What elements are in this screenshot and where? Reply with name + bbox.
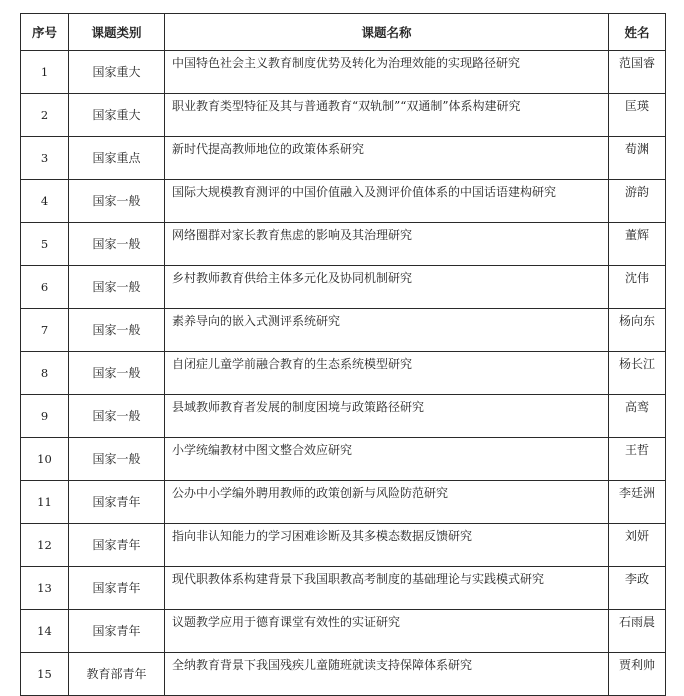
row-category-cell: 国家一般 xyxy=(69,352,165,395)
project-list xyxy=(20,13,665,696)
table-row xyxy=(21,395,666,438)
table-row xyxy=(21,94,666,137)
row-name-cell: 杨向东 xyxy=(609,309,666,352)
row-title-cell: 现代职教体系构建背景下我国职教高考制度的基础理论与实践模式研究 xyxy=(165,567,609,610)
row-title-cell: 新时代提高教师地位的政策体系研究 xyxy=(165,137,609,180)
row-name-cell: 王哲 xyxy=(609,438,666,481)
row-title-cell: 国际大规模教育测评的中国价值融入及测评价值体系的中国话语建构研究 xyxy=(165,180,609,223)
row-category-cell: 国家一般 xyxy=(69,223,165,266)
table-row xyxy=(21,309,666,352)
row-name-cell: 游韵 xyxy=(609,180,666,223)
row-category-cell: 国家一般 xyxy=(69,395,165,438)
row-index-cell: 13 xyxy=(21,567,69,610)
row-category-cell: 国家青年 xyxy=(69,567,165,610)
row-index-cell: 1 xyxy=(21,51,69,94)
table-row xyxy=(21,524,666,567)
table-row xyxy=(21,137,666,180)
row-index-cell: 6 xyxy=(21,266,69,309)
row-name-cell: 贾利帅 xyxy=(609,653,666,696)
row-name-cell: 董辉 xyxy=(609,223,666,266)
row-index-cell: 8 xyxy=(21,352,69,395)
row-title-cell: 全纳教育背景下我国残疾儿童随班就读支持保障体系研究 xyxy=(165,653,609,696)
row-name-cell: 石雨晨 xyxy=(609,610,666,653)
row-name-cell: 李廷洲 xyxy=(609,481,666,524)
row-name-cell: 范国睿 xyxy=(609,51,666,94)
row-index-cell: 7 xyxy=(21,309,69,352)
row-title-cell: 乡村教师教育供给主体多元化及协同机制研究 xyxy=(165,266,609,309)
row-title-cell: 中国特色社会主义教育制度优势及转化为治理效能的实现路径研究 xyxy=(165,51,609,94)
row-index-cell: 10 xyxy=(21,438,69,481)
row-category-cell: 国家一般 xyxy=(69,266,165,309)
row-index-cell: 15 xyxy=(21,653,69,696)
row-name-cell: 沈伟 xyxy=(609,266,666,309)
row-title-cell: 素养导向的嵌入式测评系统研究 xyxy=(165,309,609,352)
table-row xyxy=(21,352,666,395)
header-category: 课题类别 xyxy=(69,14,165,51)
row-index-cell: 9 xyxy=(21,395,69,438)
row-name-cell: 李政 xyxy=(609,567,666,610)
header-name: 姓名 xyxy=(609,14,666,51)
row-index-cell: 3 xyxy=(21,137,69,180)
row-name-cell: 荀渊 xyxy=(609,137,666,180)
row-index-cell: 14 xyxy=(21,610,69,653)
header-index: 序号 xyxy=(21,14,69,51)
row-title-cell: 议题教学应用于德育课堂有效性的实证研究 xyxy=(165,610,609,653)
table-row xyxy=(21,266,666,309)
header-row xyxy=(21,14,666,51)
row-name-cell: 高鸾 xyxy=(609,395,666,438)
row-name-cell: 杨长江 xyxy=(609,352,666,395)
table-row xyxy=(21,567,666,610)
row-title-cell: 网络圈群对家长教育焦虑的影响及其治理研究 xyxy=(165,223,609,266)
row-category-cell: 国家青年 xyxy=(69,610,165,653)
row-category-cell: 国家重大 xyxy=(69,94,165,137)
row-category-cell: 教育部青年 xyxy=(69,653,165,696)
row-category-cell: 国家一般 xyxy=(69,309,165,352)
table-row xyxy=(21,438,666,481)
row-category-cell: 国家一般 xyxy=(69,180,165,223)
table-body xyxy=(21,51,666,696)
row-title-cell: 小学统编教材中图文整合效应研究 xyxy=(165,438,609,481)
row-title-cell: 公办中小学编外聘用教师的政策创新与风险防范研究 xyxy=(165,481,609,524)
row-category-cell: 国家重大 xyxy=(69,51,165,94)
header-title: 课题名称 xyxy=(165,14,609,51)
row-category-cell: 国家重点 xyxy=(69,137,165,180)
row-index-cell: 12 xyxy=(21,524,69,567)
row-title-cell: 指向非认知能力的学习困难诊断及其多模态数据反馈研究 xyxy=(165,524,609,567)
row-index-cell: 11 xyxy=(21,481,69,524)
table-row xyxy=(21,481,666,524)
row-title-cell: 职业教育类型特征及其与普通教育“双轨制”“双通制”体系构建研究 xyxy=(165,94,609,137)
row-name-cell: 匡瑛 xyxy=(609,94,666,137)
table-row xyxy=(21,51,666,94)
table-row xyxy=(21,653,666,696)
row-category-cell: 国家青年 xyxy=(69,481,165,524)
row-category-cell: 国家一般 xyxy=(69,438,165,481)
row-title-cell: 县域教师教育者发展的制度困境与政策路径研究 xyxy=(165,395,609,438)
table-header xyxy=(21,14,666,51)
row-index-cell: 5 xyxy=(21,223,69,266)
row-title-cell: 自闭症儿童学前融合教育的生态系统模型研究 xyxy=(165,352,609,395)
project-table xyxy=(20,13,666,696)
row-category-cell: 国家青年 xyxy=(69,524,165,567)
row-index-cell: 4 xyxy=(21,180,69,223)
table-row xyxy=(21,223,666,266)
row-index-cell: 2 xyxy=(21,94,69,137)
table-row xyxy=(21,610,666,653)
row-name-cell: 刘妍 xyxy=(609,524,666,567)
table-row xyxy=(21,180,666,223)
